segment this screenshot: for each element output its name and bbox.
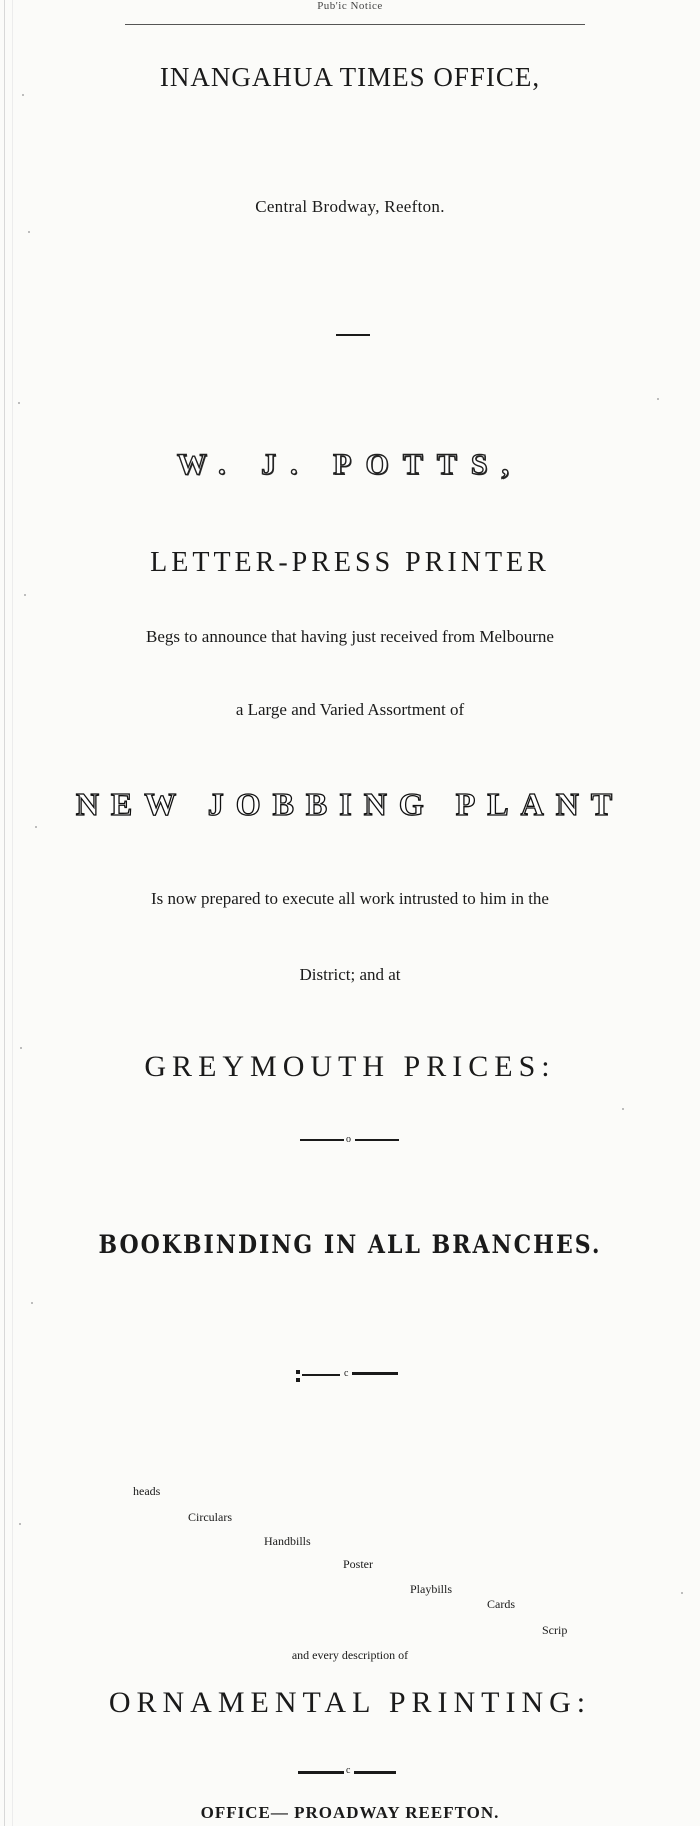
every-description-line: and every description of xyxy=(291,1648,409,1662)
page-edge-rule xyxy=(4,0,5,1826)
bookbinding-heading: BOOKBINDING IN ALL BRANCHES. xyxy=(98,1230,602,1260)
item-cards: Cards xyxy=(487,1597,515,1611)
ornamental-printing-heading: ORNAMENTAL PRINTING: xyxy=(108,1686,592,1719)
announcement-line: District; and at xyxy=(299,965,401,984)
item-heads: heads xyxy=(133,1484,161,1498)
office-footer: OFFICE— PROADWAY REEFTON. xyxy=(200,1803,500,1822)
greymouth-prices-heading: GREYMOUTH PRICES: xyxy=(144,1050,556,1083)
item-circulars: Circulars xyxy=(188,1510,232,1524)
column-header-label: Pub'ic Notice xyxy=(317,0,383,12)
announcement-line: Is now prepared to execute all work intrusted to him in the xyxy=(151,889,549,908)
proprietor-name: W. J. POTTS, xyxy=(176,448,524,481)
item-poster: Poster xyxy=(343,1557,373,1571)
office-address: Central Brodway, Reefton. xyxy=(255,197,445,216)
item-handbills: Handbills xyxy=(264,1534,311,1548)
new-jobbing-plant-headline: NEW JOBBING PLANT xyxy=(75,786,625,822)
announcement-line: a Large and Varied Assortment of xyxy=(235,700,465,719)
item-playbills: Playbills xyxy=(410,1582,453,1596)
trade-heading: LETTER-PRESS PRINTER xyxy=(150,547,550,578)
item-scrip: Scrip xyxy=(542,1623,568,1637)
announcement-line: Begs to announce that having just received from Melbourne xyxy=(146,627,554,646)
office-title: INANGAHUA TIMES OFFICE, xyxy=(159,62,541,92)
short-divider xyxy=(336,334,370,336)
header-rule xyxy=(125,24,585,25)
page-edge-rule xyxy=(12,0,13,1826)
